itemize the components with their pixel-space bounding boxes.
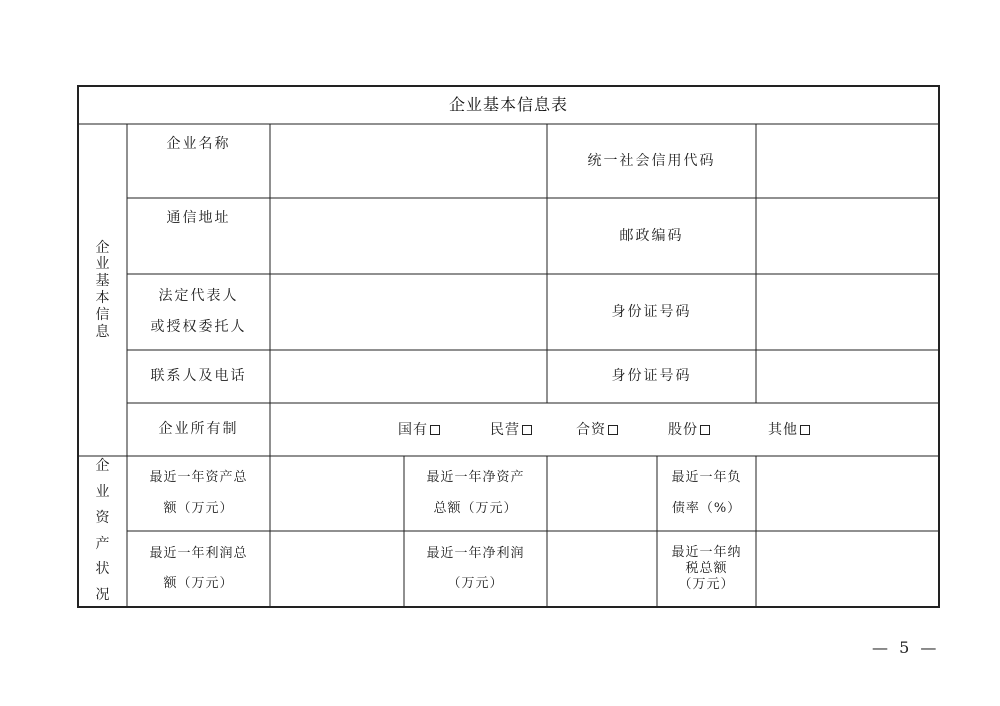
debt-ratio-label (657, 456, 756, 531)
legal-representative-line1: 法定代表人 (158, 288, 239, 305)
legal-representative-field[interactable] (270, 274, 547, 350)
vertical-char: 产 (95, 535, 110, 552)
contact-id-number-label: 身份证号码 (611, 368, 692, 385)
total-assets-line2: 额（万元） (163, 500, 234, 516)
ownership-option-joint-venture[interactable] (576, 419, 618, 439)
credit-code-label: 统一社会信用代码 (587, 152, 716, 169)
vertical-char: 企 (95, 457, 110, 474)
ownership-option-other[interactable] (768, 419, 810, 439)
id-number-label: 身份证号码 (611, 303, 692, 320)
ownership-option-label: 其他 (768, 422, 798, 438)
net-assets-field[interactable] (547, 456, 657, 531)
total-profit-line2: 额（万元） (163, 576, 234, 591)
net-profit-line1: 最近一年净利润 (426, 545, 525, 561)
total-profit-field[interactable] (270, 531, 404, 607)
debt-ratio-line2: 债率（%） (671, 500, 742, 516)
vertical-char: 业 (95, 483, 110, 500)
total-tax-line3: （万元） (678, 577, 735, 593)
address-label: 通信地址 (166, 210, 231, 226)
total-tax-line1: 最近一年纳 (671, 544, 742, 560)
checkbox-icon[interactable] (700, 425, 710, 435)
section-basic-info-label (78, 124, 127, 456)
total-tax-line2: 税总额 (685, 560, 728, 576)
vertical-char: 息 (95, 323, 110, 340)
ownership-option-shareholding[interactable] (668, 419, 710, 439)
contact-phone-label: 联系人及电话 (150, 368, 247, 385)
vertical-char: 本 (95, 290, 110, 306)
total-tax-label (657, 531, 756, 607)
vertical-char: 业 (95, 256, 110, 273)
credit-code-field[interactable] (756, 124, 939, 198)
postal-code-field[interactable] (756, 198, 939, 274)
net-assets-label (404, 456, 547, 531)
company-name-field[interactable] (270, 124, 547, 198)
net-profit-line2: （万元） (447, 576, 504, 591)
vertical-char: 基 (95, 273, 110, 290)
total-assets-label (127, 456, 270, 531)
checkbox-icon[interactable] (800, 425, 810, 435)
net-profit-field[interactable] (547, 531, 657, 607)
address-field[interactable] (270, 198, 547, 274)
checkbox-icon[interactable] (608, 425, 618, 435)
total-profit-line1: 最近一年利润总 (149, 545, 248, 561)
ownership-option-label: 合资 (576, 422, 606, 438)
vertical-char: 企 (95, 239, 110, 256)
ownership-options (270, 403, 937, 455)
vertical-char: 状 (95, 561, 110, 578)
contact-phone-field[interactable] (270, 350, 547, 403)
total-assets-line1: 最近一年资产总 (149, 470, 248, 486)
debt-ratio-field[interactable] (756, 456, 939, 531)
table-title: 企业基本信息表 (448, 95, 568, 115)
postal-code-label: 邮政编码 (619, 227, 684, 244)
net-assets-line2: 总额（万元） (433, 500, 518, 516)
vertical-char: 资 (95, 509, 110, 526)
section-assets-label (78, 456, 127, 607)
ownership-option-private[interactable] (490, 419, 532, 439)
vertical-char: 信 (95, 306, 110, 323)
net-profit-label (404, 531, 547, 607)
id-number-field[interactable] (756, 274, 939, 350)
legal-representative-line2: 或授权委托人 (150, 319, 247, 335)
ownership-option-label: 股份 (668, 422, 698, 438)
total-profit-label (127, 531, 270, 607)
checkbox-icon[interactable] (430, 425, 440, 435)
total-assets-field[interactable] (270, 456, 404, 531)
net-assets-line1: 最近一年净资产 (426, 470, 525, 486)
vertical-char: 况 (95, 587, 110, 604)
legal-representative-label (127, 274, 270, 350)
total-tax-field[interactable] (756, 531, 939, 607)
page-number: — 5 — (872, 638, 940, 657)
ownership-option-label: 国有 (398, 422, 428, 438)
company-name-label: 企业名称 (166, 136, 231, 152)
debt-ratio-line1: 最近一年负 (671, 470, 742, 486)
ownership-option-state[interactable] (398, 419, 440, 439)
checkbox-icon[interactable] (522, 425, 532, 435)
ownership-label: 企业所有制 (158, 421, 239, 438)
ownership-option-label: 民营 (490, 422, 520, 438)
contact-id-number-field[interactable] (756, 350, 939, 403)
